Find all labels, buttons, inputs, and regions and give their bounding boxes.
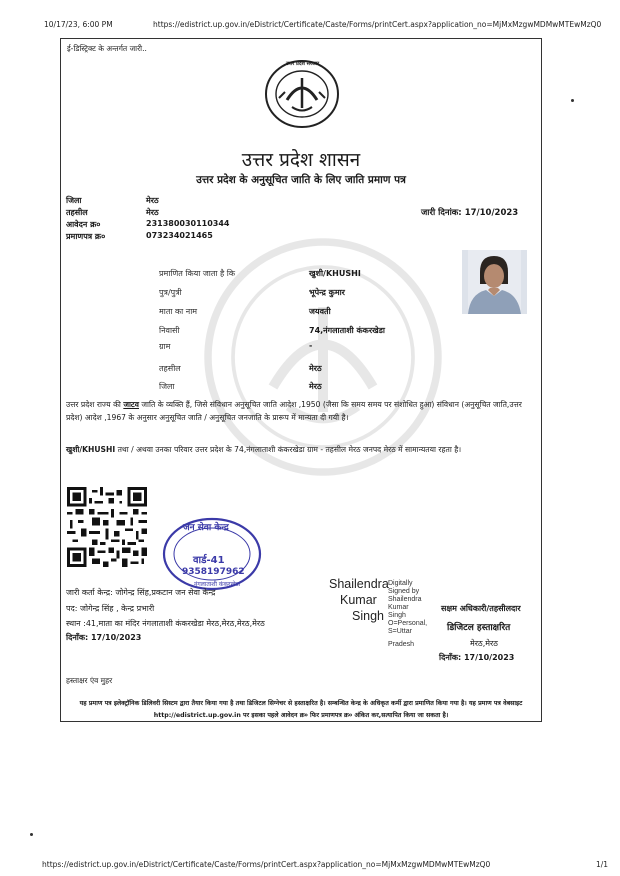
resident-label: निवासी: [159, 326, 180, 335]
parent-value: भूपेन्द्र कुमार: [309, 288, 345, 297]
authority-sign-type: डिजिटल हस्ताक्षरित: [447, 623, 511, 633]
issue-date-label: जारी दिनांक:: [421, 208, 462, 218]
meta-tehsil-value: मेरठ: [146, 208, 159, 217]
signer-name-line3: Singh: [352, 609, 384, 623]
person-photo-icon: [462, 250, 527, 314]
village-label: ग्राम: [159, 342, 171, 351]
sig-line: O=Personal,: [388, 620, 428, 627]
issue-date: [421, 207, 518, 218]
sig-line: Kumar: [388, 604, 409, 611]
mother-value: जयवती: [309, 307, 331, 316]
p2-rest: तथा / अथवा उनका परिवार उत्तर प्रदेश के 74,नंगलाताशी कंकरखेडा ग्राम - तहसील मेरठ जनपद मेरठ में सामान्यतया रहता है।: [117, 445, 462, 454]
certified-label: प्रमाणित किया जाता है कि: [159, 269, 236, 278]
meta-district-label: जिला: [66, 196, 82, 205]
issuer-date-label: दिनाँक:: [66, 633, 89, 642]
sig-line: S=Uttar: [388, 628, 412, 635]
residence-paragraph: [66, 444, 538, 457]
parent-label: पुत्र/पुत्री: [159, 288, 182, 297]
stamp-ward: वार्ड-41: [193, 555, 225, 566]
p1-rest: जाति के व्यक्ति हैं, जिसे संविधान अनुसूचित जाति आदेश ,1950 (जैसा कि समय समय पर संशोधित हुआ) संविधान (अनुसूचित जाति,उत्तर प्रदेश) आदेश ,1967 के अनुसार अनुसूचित जाति / अनुसूचित जनजाति के प्रारूप में मान्यता दी गयी है।: [66, 400, 522, 422]
p1-start: उत्तर प्रदेश राज्य की: [66, 400, 121, 409]
authority-date-value: 17/10/2023: [463, 653, 515, 662]
print-page-number: 1/1: [596, 860, 609, 869]
digital-signature-details: [388, 580, 427, 649]
stamp-bottom-text: नंगलाताशी कंकरखेडा: [194, 581, 241, 588]
issuer-date: [66, 632, 141, 643]
signature-seal-label: हस्ताक्षर एंव मुहर: [66, 676, 113, 685]
stamp-top-text: जन सेवा केन्द्र: [183, 523, 229, 533]
authority-date: [439, 652, 514, 663]
sig-line: Digitally: [388, 580, 413, 587]
issued-under-text: ई-डिस्ट्रिक्ट के अन्तर्गत जारी..: [67, 44, 147, 53]
print-url[interactable]: https://edistrict.up.gov.in/eDistrict/Certificate/Caste/Forms/printCert.aspx?application_no=MjMxMzgwMDMwMTEwMzQ0: [153, 20, 602, 29]
p2-name: खुशी/KHUSHI: [66, 445, 116, 454]
qr-code-icon: [67, 487, 147, 567]
issue-date-value: 17/10/2023: [464, 208, 519, 218]
field-district-value: मेरठ: [309, 382, 322, 391]
resident-value: 74,नंगलाताशी कंकरखेडा: [309, 326, 385, 335]
meta-certificate-value: 073234021465: [146, 231, 213, 240]
scan-dot: [30, 833, 33, 836]
issuer-place: स्थान :41,माता का मंदिर नंगलाताशी कंकरखेडा मेरठ,मेरठ,मेरठ,मेरठ: [66, 619, 265, 628]
sig-line: Signed by: [388, 588, 420, 595]
sig-line: Pradesh: [388, 641, 415, 648]
mother-label: माता का नाम: [159, 307, 198, 316]
signer-name-line2: Kumar: [340, 593, 377, 607]
meta-application-label: आवेदन क्र०: [66, 220, 101, 229]
print-footer-url[interactable]: https://edistrict.up.gov.in/eDistrict/Certificate/Caste/Forms/printCert.aspx?application_no=MjMxMzgwMDMwMTEwMzQ0: [42, 860, 491, 869]
field-tehsil-label: तहसील: [159, 364, 181, 373]
footer-note: यह प्रमाण पत्र इलेक्ट्रॉनिक डिलिवरी सिस्टम द्वारा तैयार किया गया है तथा डिजिटल सिग्नेचर से हस्ताक्षरित है। सम्बन्धित केन्द्र के अधिकृत कर्मी द्वारा प्रमाणित किया गया है। यह प्रमाण पत्र वेबसाइट http://edistrict.up.gov.in पर इसका पहले आवेदन क्र० फिर प्रमाणपत्र क्र० अंकित कर,सत्यापित किया जा सकता है।: [79, 700, 523, 719]
issuer-post: पद: जोगेन्द्र सिंह , केन्द्र प्रभारी: [66, 604, 155, 613]
issuer-date-value: 17/10/2023: [90, 633, 142, 642]
up-government-emblem-icon: [263, 58, 341, 130]
print-datetime: 10/17/23, 6:00 PM: [44, 20, 113, 29]
village-value: -: [309, 341, 313, 350]
meta-certificate-label: प्रमाणपत्र क्र०: [66, 232, 106, 241]
meta-district-value: मेरठ: [146, 196, 159, 205]
sig-line: Singh: [388, 612, 406, 619]
certified-value: खुशी/KHUSHI: [309, 269, 361, 278]
authority-place: मेरठ,मेरठ: [470, 639, 498, 648]
emblem-text: उत्तर प्रदेश सरकार: [286, 61, 320, 67]
page-title: उत्तर प्रदेश शासन: [241, 149, 361, 171]
meta-tehsil-label: तहसील: [66, 208, 88, 217]
certificate-subtitle: उत्तर प्रदेश के अनुसूचित जाति के लिए जाति प्रमाण पत्र: [196, 174, 406, 186]
sig-line: Shailendra: [388, 596, 422, 603]
caste-paragraph: [66, 399, 538, 424]
field-tehsil-value: मेरठ: [309, 364, 322, 373]
signer-name-line1: Shailendra: [329, 577, 389, 591]
authority-date-label: दिनाँक:: [439, 653, 462, 662]
caste-name: जाटव: [123, 400, 139, 409]
applicant-photo: [462, 250, 527, 314]
scan-dot: [571, 99, 574, 102]
field-district-label: जिला: [159, 382, 175, 391]
authority-title: सक्षम अधिकारी/तहसीलदार: [441, 604, 521, 613]
meta-application-value: 231380030110344: [146, 219, 230, 228]
issuer-center: जारी कर्ता केन्द्र: जोगेन्द्र सिंह,प्रकटान जन सेवा केन्द्र: [66, 588, 216, 597]
stamp-phone: 9358197962: [182, 567, 245, 577]
